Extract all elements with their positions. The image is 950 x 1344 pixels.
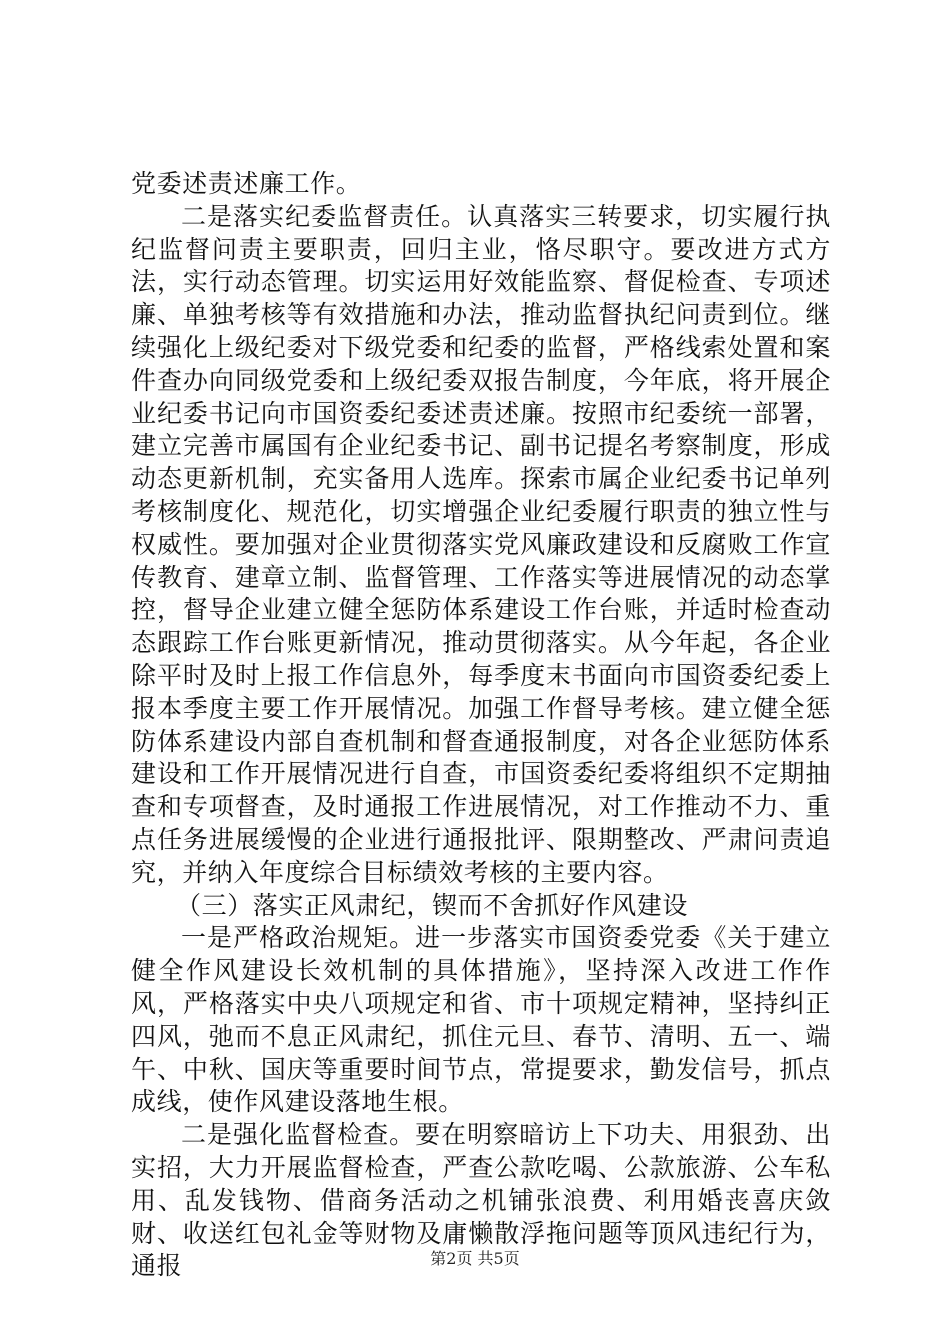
paragraph-continuation: 党委述责述廉工作。 (131, 169, 362, 198)
paragraph-supervision-inspection: 二是强化监督检查。要在明察暗访上下功夫、用狠劲、出实招，大力开展监督检查，严查公款吃喝、公款旅游、公车私用、乱发钱物、借商务活动之机铺张浪费、利用婚丧喜庆敛财、收送红包礼金等财物及庸懒散浮拖问题等顶风违纪行为，通报 (131, 1120, 831, 1281)
paragraph-political-rules: 一是严格政治规矩。进一步落实市国资委党委《关于建立健全作风建设长效机制的具体措施》，坚持深入改进工作作风，严格落实中央八项规定和省、市十项规定精神，坚持纠正四风，弛而不息正风肃纪，抓住元旦、春节、清明、五一、端午、中秋、国庆等重要时间节点，常提要求，勤发信号，抓点成线，使作风建设落地生根。 (131, 923, 831, 1117)
paragraph-discipline-supervision: 二是落实纪委监督责任。认真落实三转要求，切实履行执纪监督问责主要职责，回归主业，恪尽职守。要改进方式方法，实行动态管理。切实运用好效能监察、督促检查、专项述廉、单独考核等有效措施和办法，推动监督执纪问责到位。继续强化上级纪委对下级党委和纪委的监督，严格线索处置和案件查办向同级党委和上级纪委双报告制度，今年底，将开展企业纪委书记向市国资委纪委述责述廉。按照市纪委统一部署，建立完善市属国有企业纪委书记、副书记提名考察制度，形成动态更新机制，充实备用人选库。探索市属企业纪委书记单列考核制度化、规范化，切实增强企业纪委履行职责的独立性与权威性。要加强对企业贯彻落实党风廉政建设和反腐败工作宣传教育、建章立制、监督管理、工作落实等进展情况的动态掌控，督导企业建立健全惩防体系建设工作台账，并适时检查动态跟踪工作台账更新情况，推动贯彻落实。从今年起，各企业除平时及时上报工作信息外，每季度末书面向市国资委纪委上报本季度主要工作开展情况。加强工作督导考核。建立健全惩防体系建设内部自查机制和督查通报制度，对各企业惩防体系建设和工作开展情况进行自查，市国资委纪委将组织不定期抽查和专项督查，及时通报工作进展情况，对工作推动不力、重点任务进展缓慢的企业进行通报批评、限期整改、严肃问责追究，并纳入年度综合目标绩效考核的主要内容。 (131, 201, 831, 887)
document-body (131, 168, 831, 1283)
page-footer: 第2页 共5页 (430, 1249, 520, 1268)
section-heading-work-style: （三）落实正风肃纪，锲而不舍抓好作风建设 (176, 890, 689, 920)
